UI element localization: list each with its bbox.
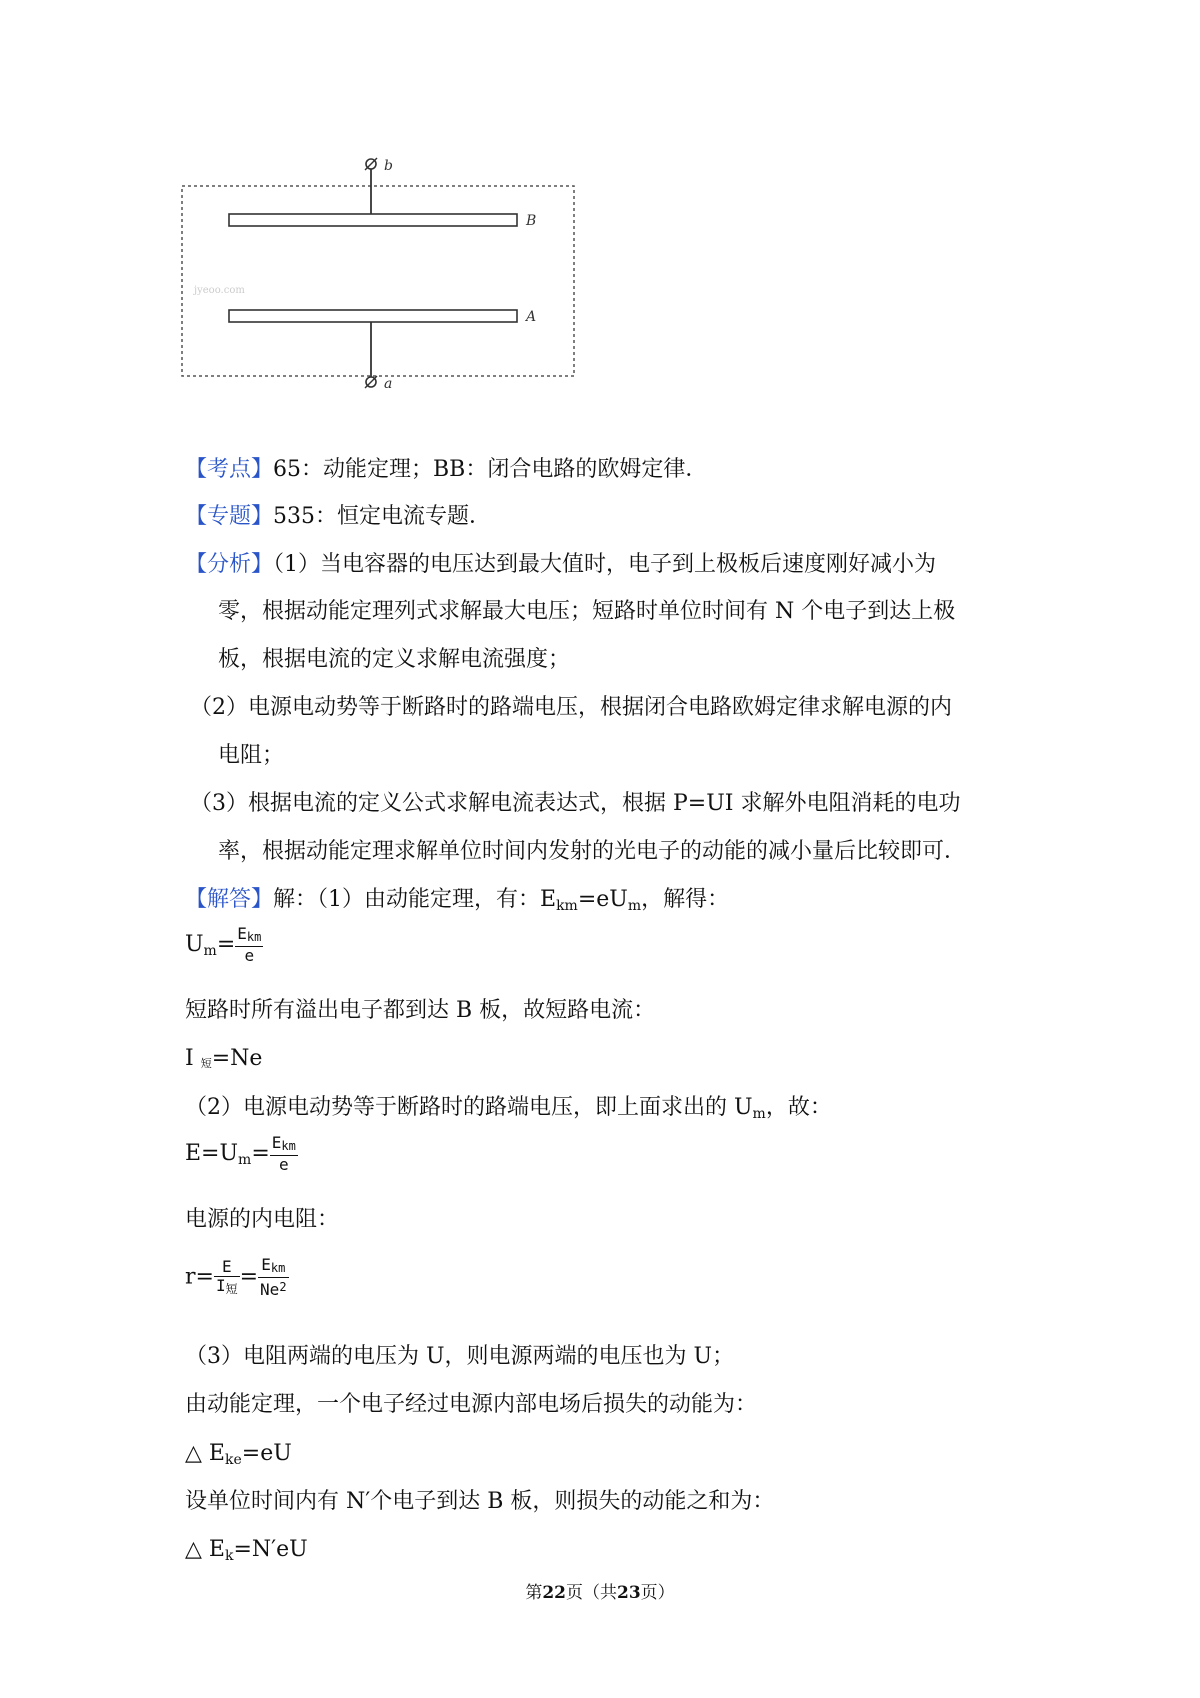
kaodian-line: [185, 455, 1035, 485]
page-footer: 第22页（共23页）: [525, 1583, 675, 1603]
plate-a-label: A: [526, 309, 537, 325]
capacitor-diagram-svg: [178, 150, 588, 400]
fenxi-line-6: （3）根据电流的定义公式求解电流表达式，根据 P=UI 求解外电阻消耗的电功: [190, 791, 961, 816]
fenxi-line-7: 率，根据动能定理求解单位时间内发射的光电子的动能的减小量后比较即可．: [218, 839, 967, 864]
formula-delta-eke: △ $E_{ke}=eU$: [185, 1441, 292, 1468]
terminal-a-label: a: [384, 376, 393, 392]
fraction: $\frac{E}{I_短}$: [215, 1256, 238, 1296]
jieda-line-7: 设单位时间内有 N′个电子到达 B 板，则损失的动能之和为：: [185, 1489, 775, 1514]
kaodian-tag: 【考点】: [185, 457, 274, 482]
plate-b-label: B: [526, 213, 537, 229]
plate-a: [229, 310, 517, 322]
jieda-line-1: 【解答】解：（1）由动能定理，有：$E_{km}=eU_m$，解得：: [185, 887, 730, 914]
fenxi-line-1: 【分析】（1）当电容器的电压达到最大值时，电子到上极板后速度刚好减小为: [185, 552, 937, 577]
fenxi-line-2: 零，根据动能定理列式求解最大电压；短路时单位时间有 N 个电子到达上极: [218, 599, 956, 624]
jieda-line-6: 由动能定理，一个电子经过电源内部电场后损失的动能为：: [185, 1392, 758, 1417]
page-total: 23: [617, 1583, 641, 1603]
fraction: $\frac{E_{km}}{Ne^2}$: [260, 1255, 287, 1299]
capacitor-diagram: [178, 150, 588, 400]
fraction: $\frac{E_{km}}{e}$: [237, 924, 262, 965]
jieda-tag: 【解答】: [185, 887, 274, 912]
formula-i-short: I 短=Ne: [185, 1046, 263, 1071]
formula-r: r= $\frac{E}{I_短}$ = $\frac{E_{km}}{Ne^2}$: [185, 1255, 287, 1299]
formula-delta-ek: △ $E_k=N'eU$: [185, 1537, 308, 1564]
fenxi-line-5: 电阻；: [218, 743, 285, 768]
jieda-line-5: （3）电阻两端的电压为 U，则电源两端的电压也为 U；: [185, 1344, 735, 1369]
zhuanti-line: [185, 502, 1035, 532]
formula-e: $E=U_m=$ $\frac{E_{km}}{e}$: [185, 1133, 296, 1174]
formula-um: $U_m=$ $\frac{E_{km}}{e}$: [185, 924, 262, 965]
terminal-b-label: b: [384, 158, 393, 174]
kaodian-text: 65：动能定理；BB：闭合电路的欧姆定律．: [273, 457, 708, 482]
zhuanti-tag: 【专题】: [185, 504, 274, 529]
watermark: jyeoo.com: [194, 285, 245, 296]
page-number: 22: [542, 1583, 566, 1603]
jieda-line-2: 短路时所有溢出电子都到达 B 板，故短路电流：: [185, 998, 656, 1023]
fenxi-line-3: 板，根据电流的定义求解电流强度；: [218, 647, 571, 672]
plate-b: [229, 214, 517, 226]
jieda-line-4: 电源的内电阻：: [185, 1207, 340, 1232]
fraction: $\frac{E_{km}}{e}$: [271, 1133, 296, 1174]
fenxi-tag: 【分析】: [185, 552, 274, 577]
zhuanti-text: 535：恒定电流专题．: [273, 504, 492, 529]
jieda-line-3: （2）电源电动势等于断路时的路端电压，即上面求出的 $U_m$，故：: [185, 1095, 832, 1122]
fenxi-line-4: （2）电源电动势等于断路时的路端电压，根据闭合电路欧姆定律求解电源的内: [190, 695, 952, 720]
